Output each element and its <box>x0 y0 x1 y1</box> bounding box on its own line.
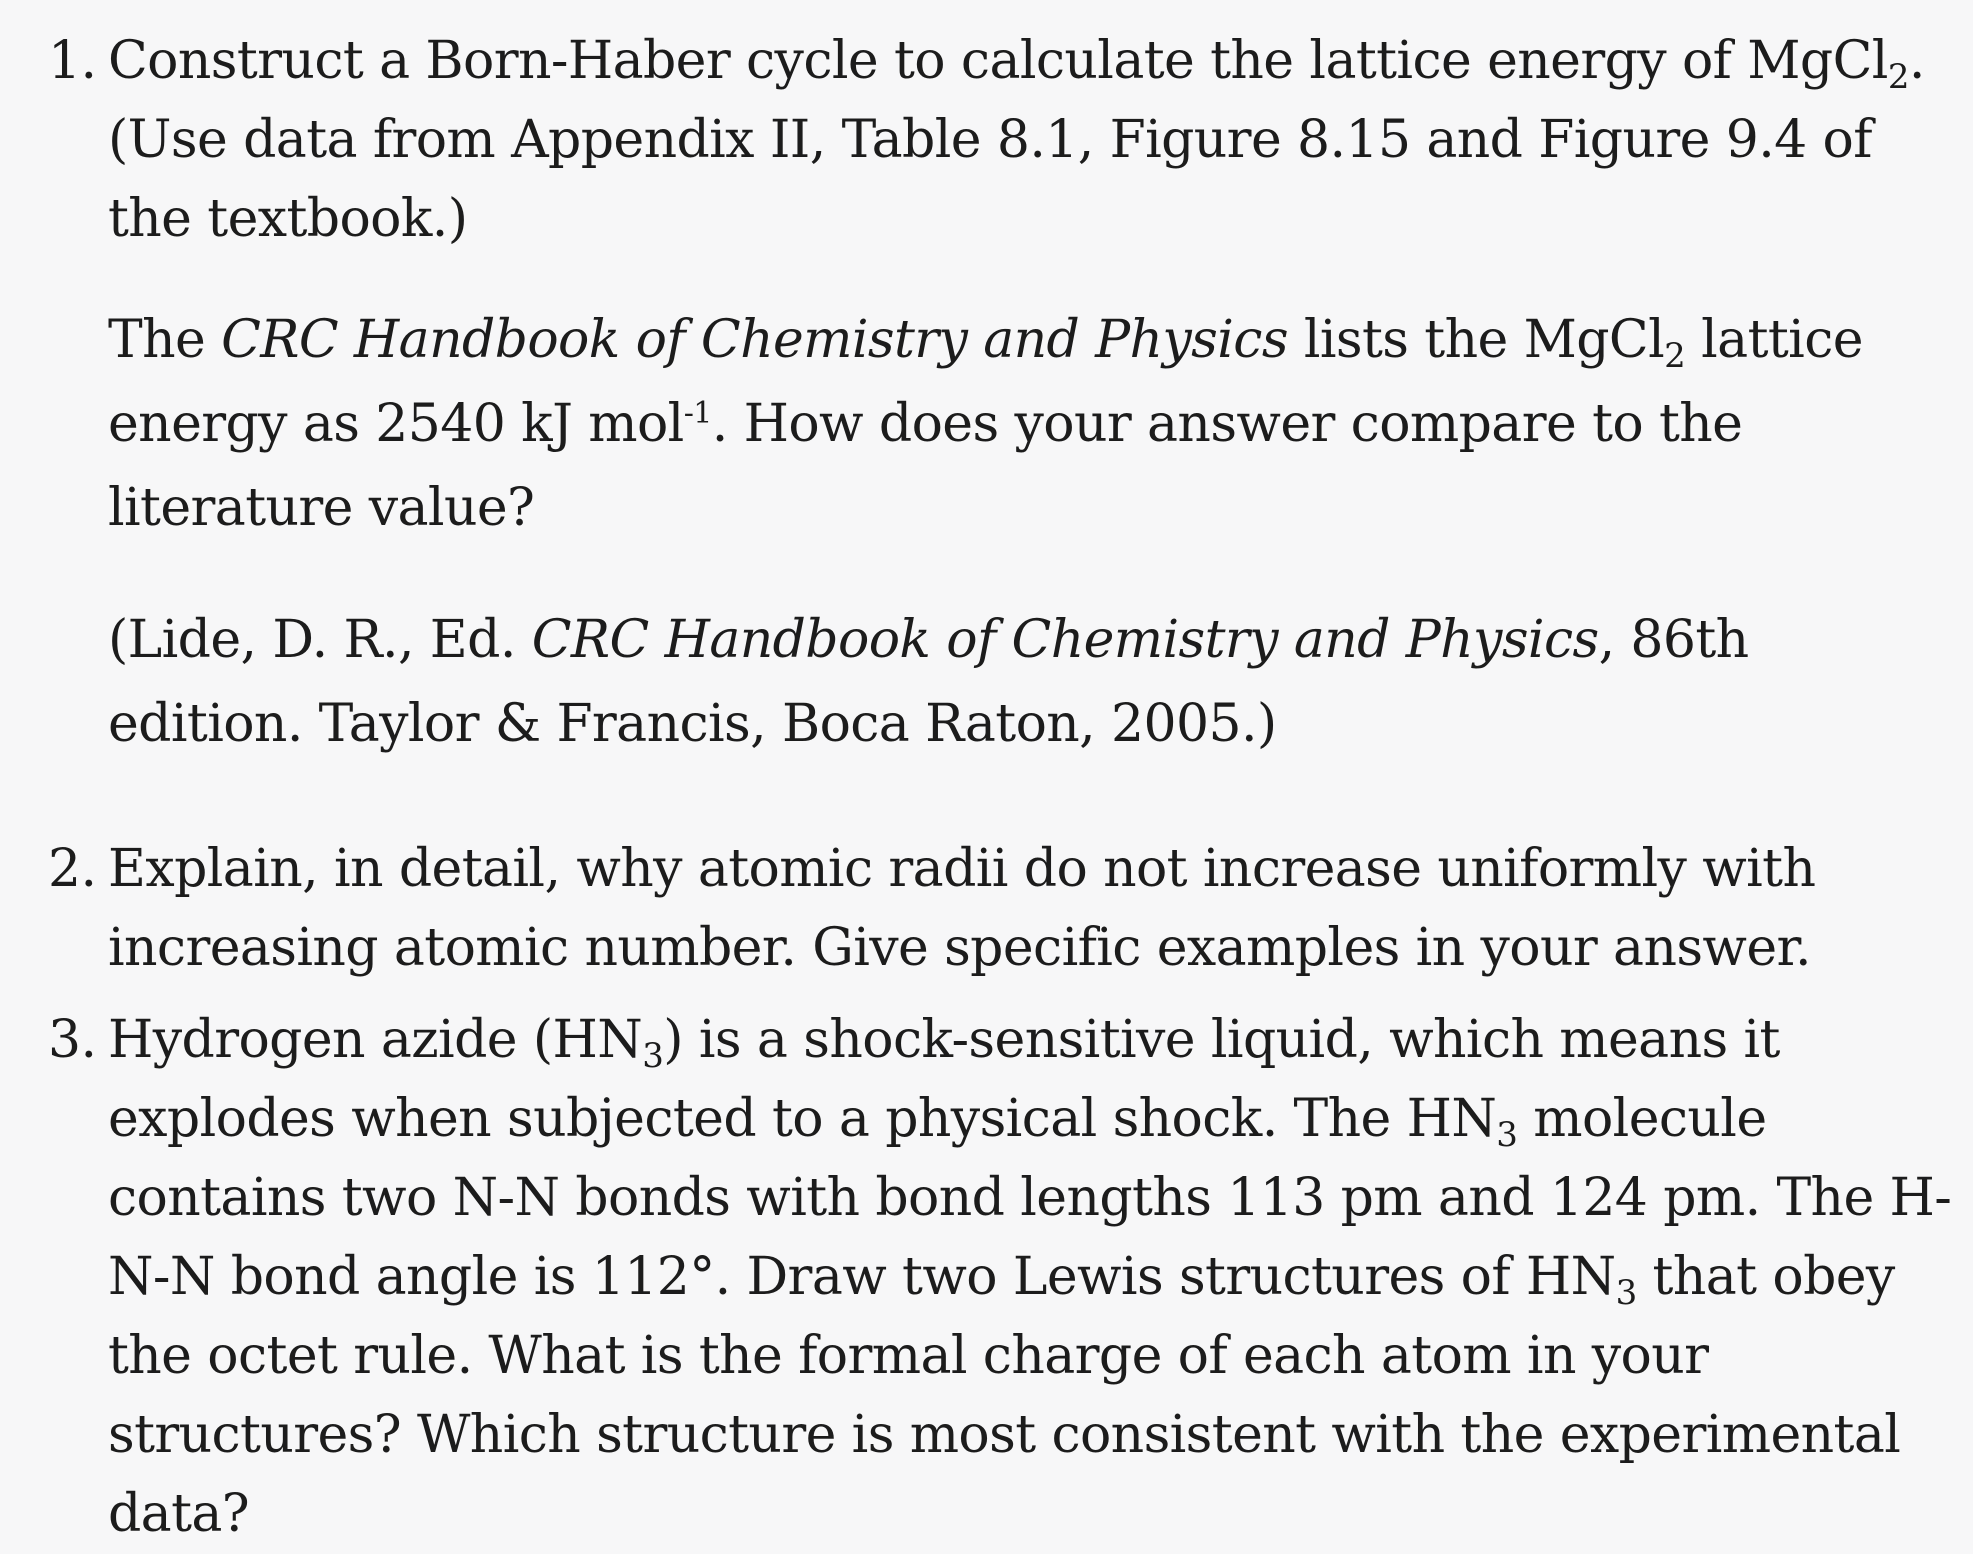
superscript: -1 <box>683 396 712 431</box>
question-1-p1-line-1 <box>108 22 1958 101</box>
text-segment: explodes when subjected to a physical shock. The HN <box>108 1089 1497 1149</box>
text-segment: lattice <box>1685 310 1863 370</box>
text-segment: Hydrogen azide (HN <box>108 1010 643 1070</box>
question-1-p2-line-3: literature value? <box>108 478 535 538</box>
text-segment: energy as 2540 kJ mol <box>108 394 684 454</box>
question-3-number: 3. <box>48 1010 97 1070</box>
text-segment: ) is a shock-sensitive liquid, which means it <box>663 1010 1780 1070</box>
question-3-line-2 <box>108 1080 1958 1159</box>
question-3-line-1 <box>108 1001 1958 1080</box>
question-1-p1-line-2: (Use data from Appendix II, Table 8.1, Figure 8.15 and Figure 9.4 of <box>108 110 1872 170</box>
question-2-line-2: increasing atomic number. Give specific examples in your answer. <box>108 918 1811 978</box>
text-segment: molecule <box>1517 1089 1767 1149</box>
text-segment: (Lide, D. R., Ed. <box>108 610 532 670</box>
text-segment: Construct a Born-Haber cycle to calculate the lattice energy of MgCl <box>108 31 1888 91</box>
text-segment: . How does your answer compare to the <box>711 394 1743 454</box>
text-segment: that obey <box>1636 1247 1895 1307</box>
subscript: 2 <box>1664 336 1686 376</box>
text-segment: , 86th <box>1598 610 1749 670</box>
question-1-number: 1. <box>48 31 97 91</box>
subscript: 3 <box>1496 1115 1518 1155</box>
italic-title: CRC Handbook of Chemistry and Physics <box>531 610 1599 670</box>
question-1-p1-line-3: the textbook.) <box>108 189 468 249</box>
question-1-paragraph-2 <box>108 298 1958 550</box>
subscript: 3 <box>1615 1273 1637 1313</box>
text-segment: . <box>1908 31 1925 91</box>
subscript: 3 <box>642 1036 664 1076</box>
subscript: 2 <box>1887 57 1909 97</box>
text-segment: N-N bond angle is 112°. Draw two Lewis structures of HN <box>108 1247 1616 1307</box>
question-1 <box>48 22 1958 259</box>
question-1-p3-line-1 <box>108 598 1958 682</box>
question-2-line-1: Explain, in detail, why atomic radii do not increase uniformly with <box>108 839 1816 899</box>
question-1-p2-line-1 <box>108 298 1958 382</box>
question-3-line-5: the octet rule. What is the formal charge of each atom in your <box>108 1326 1709 1386</box>
question-3-line-3: contains two N-N bonds with bond lengths 113 pm and 124 pm. The H- <box>108 1168 1952 1228</box>
question-2-number: 2. <box>48 839 97 899</box>
text-segment: The <box>108 310 222 370</box>
question-1-p3-line-2: edition. Taylor & Francis, Boca Raton, 2005.) <box>108 694 1277 754</box>
question-2 <box>48 830 1958 988</box>
question-1-paragraph-3 <box>108 598 1958 766</box>
question-1-p2-line-2 <box>108 382 1958 466</box>
question-3 <box>48 1001 1958 1554</box>
text-segment: lists the MgCl <box>1287 310 1665 370</box>
question-3-line-7: data? <box>108 1484 250 1544</box>
question-3-line-4 <box>108 1238 1958 1317</box>
question-1-paragraph-1 <box>108 22 1958 259</box>
italic-title: CRC Handbook of Chemistry and Physics <box>221 310 1288 370</box>
question-3-line-6: structures? Which structure is most consistent with the experimental <box>108 1405 1901 1465</box>
